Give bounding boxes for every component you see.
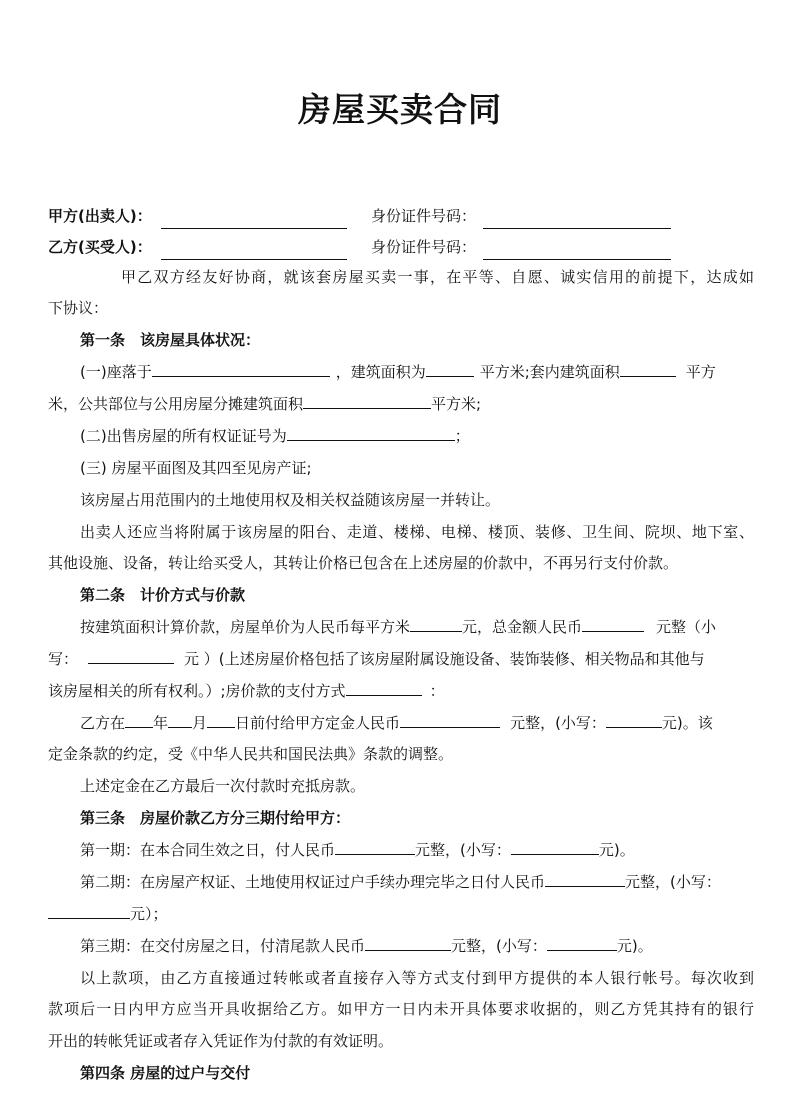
certificate-number-blank[interactable] [287,426,455,441]
installment-1-label: 第一期：在本合同生效之日，付人民币 [80,841,336,859]
installment-1-end: 元)。 [598,841,635,859]
article-1-land: 该房屋占用范围内的土地使用权及相关权益随该房屋一并转让。 [80,491,501,509]
installment-3-amount-blank[interactable] [365,936,451,951]
deposit-amount-blank[interactable] [400,713,500,728]
total-lowercase-blank[interactable] [88,649,174,664]
total-unit-label: 元整（小 [656,618,717,636]
item2-end: ； [454,427,470,445]
lowercase-label: 写： [48,650,79,668]
article-1-heading: 第一条 该房屋具体状况： [80,331,261,349]
intro-line-1: 甲乙双方经友好协商，就该套房屋买卖一事，在平等、自愿、诚实信用的前提下，达成如 [121,268,754,286]
installment-3-label: 第三期：在交付房屋之日，付清尾款人民币 [80,937,366,955]
payment-method-blank[interactable] [346,681,422,696]
party-a-id-blank[interactable] [483,208,671,229]
article-1-fixtures-2: 其他设施、设备，转让给买受人，其转让价格已包含在上述房屋的价款中，不再另行支付价款。 [48,554,679,572]
party-b-id-blank[interactable] [483,239,671,260]
item1-unit-label: 平方 [685,363,716,381]
deposit-end: 元)。该 [661,714,713,732]
item1-shared-label: 米，公共部位与公用房屋分摊建筑面积 [48,395,304,413]
installment-2-end: 元）； [130,905,168,923]
deposit-prefix: 乙方在 [80,714,126,732]
party-b-id-label: 身份证件号码： [371,238,477,256]
article-1-item-1 [80,361,754,383]
installment-2 [80,871,754,893]
item1-shared-unit: 平方米; [431,395,482,413]
article-1-item-2 [80,425,754,447]
party-a-label: 甲方(出卖人)： [48,207,152,225]
item1-area-label: ，建筑面积为 [335,363,426,381]
installment-1 [80,839,754,861]
unit-price-label: 按建筑面积计算价款，房屋单价为人民币每平方米 [80,618,411,636]
installment-1-lowercase-label: 元整，(小写： [415,841,511,859]
installment-3-lowercase-label: 元整，(小写： [451,937,547,955]
item1-inner-area-label: 平方米;套内建筑面积 [479,363,620,381]
article-4-heading: 第四条 房屋的过户与交付 [80,1064,251,1082]
deposit-amount-label: 日前付给甲方定金人民币 [235,714,401,732]
unit-price-blank[interactable] [410,617,462,632]
article-2-price-line-3 [48,680,754,702]
year-label: 年 [153,714,169,732]
total-price-blank[interactable] [582,617,644,632]
article-3-note-3: 开出的转帐凭证或者存入凭证作为付款的有效证明。 [48,1032,394,1050]
installment-2-amount-blank[interactable] [545,872,625,887]
party-b-row [48,234,671,260]
deposit-lowercase-blank[interactable] [606,713,662,728]
installment-2-lowercase-label: 元整，(小写： [625,873,721,891]
deposit-month-blank[interactable] [168,713,192,728]
article-3-heading: 第三条 房屋价款乙方分三期付给甲方： [80,809,351,827]
article-2-heading: 第二条 计价方式与价款 [80,586,246,604]
party-a-name-blank[interactable] [161,208,347,229]
article-1-item-3: (三) 房屋平面图及其四至见房产证; [80,459,312,477]
payment-method-label: 该房屋相关的所有权利。）;房价款的支付方式 [48,682,346,700]
installment-2-lowercase-blank[interactable] [48,904,130,919]
total-label: 元，总金额人民币 [462,618,583,636]
article-3-note-2: 款项后一日内甲方应当开具收据给乙方。如甲方一日内未开具体要求收据的，则乙方凭其持有的银行 [48,1000,754,1018]
article-2-deposit-line-1 [80,712,754,734]
installment-3-end: 元)。 [616,937,653,955]
installment-2-cont [48,903,754,925]
location-blank[interactable] [152,362,330,377]
party-a-row [48,203,671,229]
intro-line-2: 下协议： [48,299,109,317]
month-label: 月 [192,714,208,732]
article-2-deposit-offset: 上述定金在乙方最后一次付款时充抵房款。 [80,777,366,795]
installment-3 [80,935,754,957]
deposit-year-blank[interactable] [125,713,153,728]
price-scope-text: 元 ）(上述房屋价格包括了该房屋附属设施设备、装饰装修、相关物品和其他与 [184,650,705,668]
item1-prefix: (一)座落于 [80,363,152,381]
document-title: 房屋买卖合同 [298,90,502,129]
article-2-deposit-line-2: 定金条款的约定，受《中华人民共和国民法典》条款的调整。 [48,745,454,763]
deposit-day-blank[interactable] [207,713,235,728]
article-2-price-line-2 [48,648,754,670]
party-a-id-label: 身份证件号码： [371,207,477,225]
inner-area-blank[interactable] [620,362,676,377]
shared-area-blank[interactable] [303,394,431,409]
payment-method-end: ： [429,682,445,700]
party-b-label: 乙方(买受人)： [48,238,152,256]
article-3-note-1: 以上款项，由乙方直接通过转帐或者直接存入等方式支付到甲方提供的本人银行帐号。每次收到 [80,969,754,987]
installment-1-lowercase-blank[interactable] [511,840,599,855]
deposit-lowercase-label: 元整，(小写： [510,714,606,732]
installment-3-lowercase-blank[interactable] [547,936,617,951]
installment-2-label: 第二期：在房屋产权证、土地使用权证过户手续办理完毕之日付人民币 [80,873,546,891]
article-1-fixtures-1: 出卖人还应当将附属于该房屋的阳台、走道、楼梯、电梯、楼顶、装修、卫生间、院坝、地下室、 [80,523,754,541]
article-2-price-line-1 [80,616,754,638]
installment-1-amount-blank[interactable] [335,840,415,855]
item2-label: (二)出售房屋的所有权证证号为 [80,427,287,445]
party-b-name-blank[interactable] [161,239,347,260]
area-blank[interactable] [426,362,474,377]
article-1-item-1-cont [48,393,754,415]
